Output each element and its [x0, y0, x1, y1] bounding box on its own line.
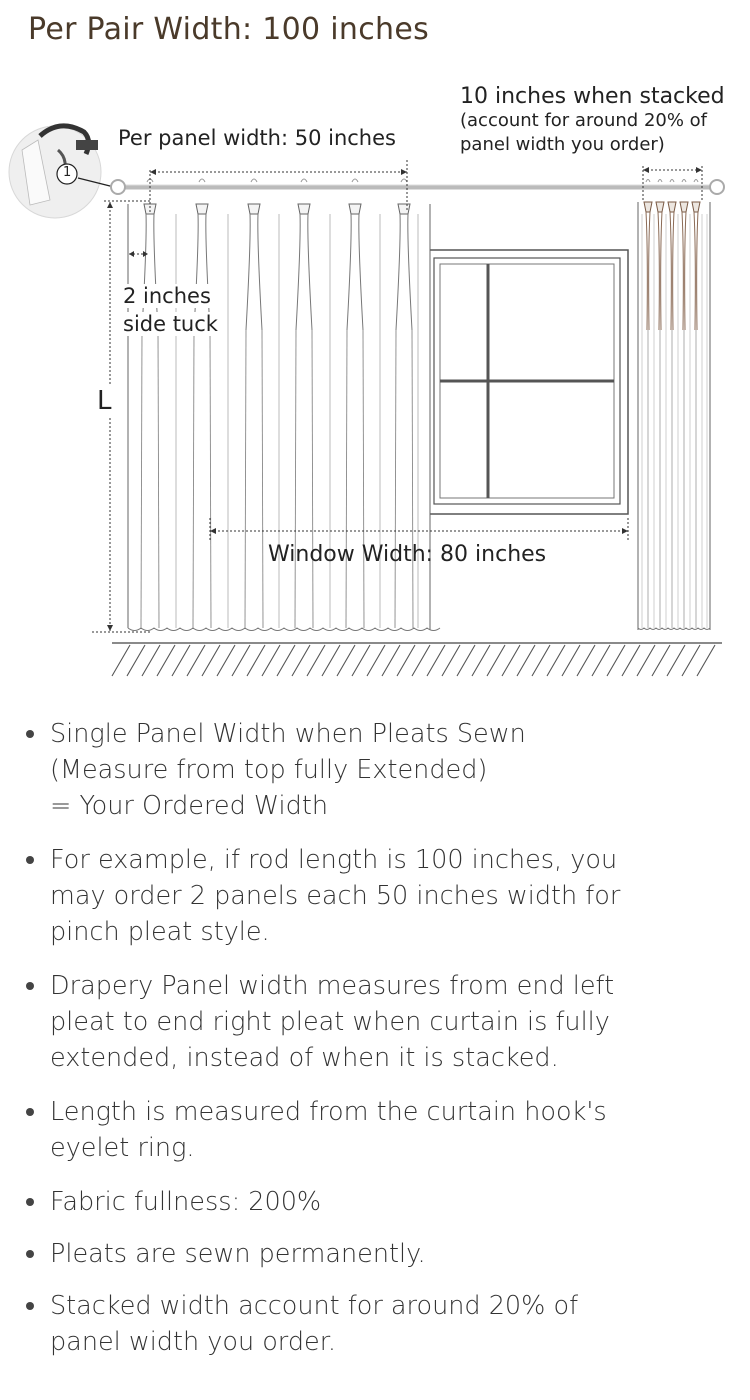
note-item: Stacked width account for around 20% of panel width you order. [22, 1288, 734, 1360]
floor-line [112, 643, 722, 676]
curtain-rod [111, 180, 724, 194]
rod-finial-right [710, 180, 724, 194]
bullet-icon [26, 1108, 34, 1116]
stacked-width-note-line1: (account for around 20% of [460, 110, 708, 131]
bullet-icon [26, 730, 34, 738]
window-width-label: Window Width: 80 inches [268, 542, 547, 567]
rod-finial-left [111, 180, 125, 194]
note-item: Length is measured from the curtain hook's eyelet ring. [22, 1094, 734, 1166]
note-item: Fabric fullness: 200% [22, 1184, 734, 1220]
length-marker-label: L [97, 386, 112, 416]
note-item: Drapery Panel width measures from end left pleat to end right pleat when curtain is fully extended, instead of when it is stacked. [22, 968, 734, 1076]
bullet-icon [26, 1198, 34, 1206]
page-title: Per Pair Width: 100 inches [28, 12, 430, 47]
bullet-icon [26, 1250, 34, 1258]
panel-width-label: Per panel width: 50 inches [118, 126, 396, 150]
note-item: Single Panel Width when Pleats Sewn (Measure from top fully Extended) = Your Ordered Width [22, 716, 734, 824]
bullet-icon [26, 856, 34, 864]
side-tuck-label-line1: 2 inches [123, 284, 215, 308]
window [428, 250, 628, 514]
notes-list [22, 716, 734, 1378]
stacked-width-label: 10 inches when stacked [460, 84, 725, 109]
dimension-stacked-width [643, 166, 702, 200]
badge-number: 1 [63, 165, 72, 180]
side-tuck-label-line2: side tuck [123, 312, 222, 336]
bullet-icon [26, 1302, 34, 1310]
note-item: For example, if rod length is 100 inches, you may order 2 panels each 50 inches width for pinch pleat style. [22, 842, 734, 950]
note-item: Pleats are sewn permanently. [22, 1236, 734, 1272]
stacked-width-note-line2: panel width you order) [460, 134, 665, 155]
bullet-icon [26, 982, 34, 990]
curtain-stacked [638, 180, 710, 631]
